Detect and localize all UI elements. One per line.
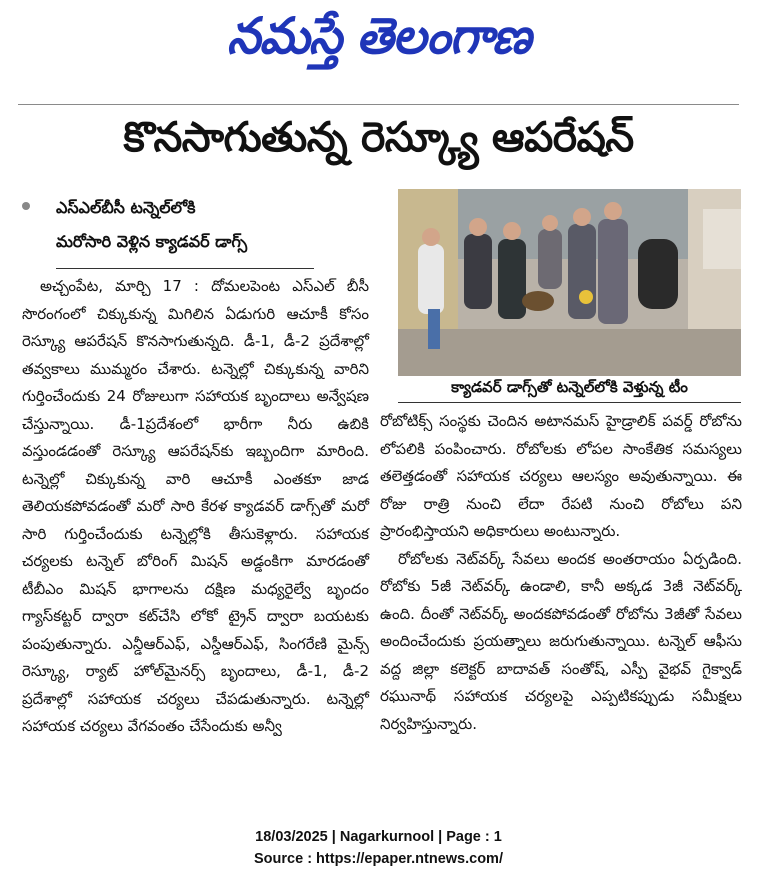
body-paragraph: రోబోటిక్స్ సంస్థకు చెందిన అటానమస్ హైడ్రాలిక్ పవర్డ్ రోబోను లోపలికి పంపించారు. రోబోలకు లోపల సాంకేతిక సమస్యలు తలెత్తడంతో సహాయక చర్యలు ఆలస్యం అవుతున్నాయి. ఈ రోజు రాత్రి నుంచి లేదా రేపటి నుంచి రోబోలు పని ప్రారంభిస్తాయని అధికారులు అంటున్నారు.: [380, 412, 742, 540]
subheadline-row: [18, 196, 390, 230]
body-paragraph: అచ్చంపేట, మార్చి 17 : దోమలపెంట ఎస్ఎల్ బీసీ సొరంగంలో చిక్కుకున్న మిగిలిన ఏడుగురి ఆచూకీ కోసం రెస్క్యూ ఆపరేషన్ కొనసాగుతున్నది. డీ-1, డీ-2 ప్రదేశాల్లో తవ్వకాలు ముమ్మరం చేశారు. టన్నెల్లో చిక్కుకున్న వారిని గుర్తించేందుకు 24 రోజులుగా సహాయక బృందాలు అన్వేషణ చేస్తున్నాయి. డీ-1ప్రదేశంలో భారీగా నీరు ఉబికి వస్తుండడంతో రెస్క్యూ ఆపరేషన్‌కు ఇబ్బందిగా మారింది. టన్నెల్లో చిక్కుకున్న వారి ఆచూకీ ఎంతకూ జాడ తెలియకపోవడంతో మరో సారి కేరళ క్యాడవర్ డాగ్స్‌తో మరో సారి గుర్తించేందుకు టన్నెల్లోకి తీసుకెళ్లారు. సహాయక చర్యలకు టన్నెల్ బోరింగ్ మిషన్ అడ్డంకిగా మారడంతో టీబీఎం మిషన్ భాగాలను దక్షిణ మధ్యరైల్వే బృందం గ్యాస్‌కట్టర్ ద్వారా కట్‌చేసి లోకో ట్రైన్ ద్వారా బయటకు పంపుతున్నారు. ఎన్డీఆర్ఎఫ్, ఎస్డీఆర్ఎఫ్, సింగరేణి మైన్స్ రెస్క్యూ, ర్యాట్ హోల్‌మైనర్స్ బృందాలు, డీ-1, డీ-2 ప్రదేశాల్లో సహాయక చర్యలు చేపడుతున్నారు. టన్నెల్లో సహాయక చర్యలు వేగవంతం చేసేందుకు అన్వీ: [22, 277, 369, 735]
header-divider: [18, 104, 739, 105]
bullet-icon: [22, 202, 30, 210]
subheadline-row: [18, 230, 390, 264]
footer-date-page: 18/03/2025 | Nagarkurnool | Page : 1: [255, 829, 502, 845]
subheadline-block: [18, 196, 390, 264]
photo-caption: క్యాడవర్ డాగ్స్‌తో టన్నెల్‌లోకి వెళ్తున్న టీం: [398, 378, 741, 403]
page-footer: [0, 826, 757, 870]
body-paragraph: రోబోలకు నెట్‌వర్క్ సేవలు అందక అంతరాయం ఏర్పడింది. రోబోకు 5జీ నెట్‌వర్క్ ఉండాలి, కానీ అక్కడ 3జీ నెట్‌వర్క్ ఉంది. దీంతో నెట్‌వర్క్ అందకపోవడంతో రోబోను 3జీతో సేవలు అందించేందుకు ప్రయత్నాలు జరుగుతున్నాయి. టన్నెల్ ఆఫీసు వద్ద జిల్లా కలెక్టర్ బాదావత్ సంతోష్, ఎస్పీ వైభవ్ గైక్వాడ్ రఘునాథ్ సహాయక చర్యలపై ఎప్పటికప్పుడు సమీక్షలు నిర్వహిస్తున్నారు.: [380, 549, 742, 733]
rescue-team-photo: [398, 189, 741, 376]
subheadline-1: ఎస్ఎల్‌బీసీ టన్నెల్‌లోకి: [56, 198, 196, 217]
subheadline-underline: [56, 268, 314, 269]
article-body-right: [380, 408, 742, 738]
article-body-left: [22, 273, 369, 741]
headline: కొనసాగుతున్న రెస్క్యూ ఆపరేషన్: [123, 113, 634, 161]
news-photo: [398, 189, 741, 376]
footer-source: Source : https://epaper.ntnews.com/: [254, 851, 503, 867]
newspaper-title: నమస్తే తెలంగాణ: [226, 6, 531, 65]
subheadline-2: మరోసారి వెళ్లిన క్యాడవర్ డాగ్స్: [56, 232, 248, 251]
masthead: [0, 6, 757, 78]
